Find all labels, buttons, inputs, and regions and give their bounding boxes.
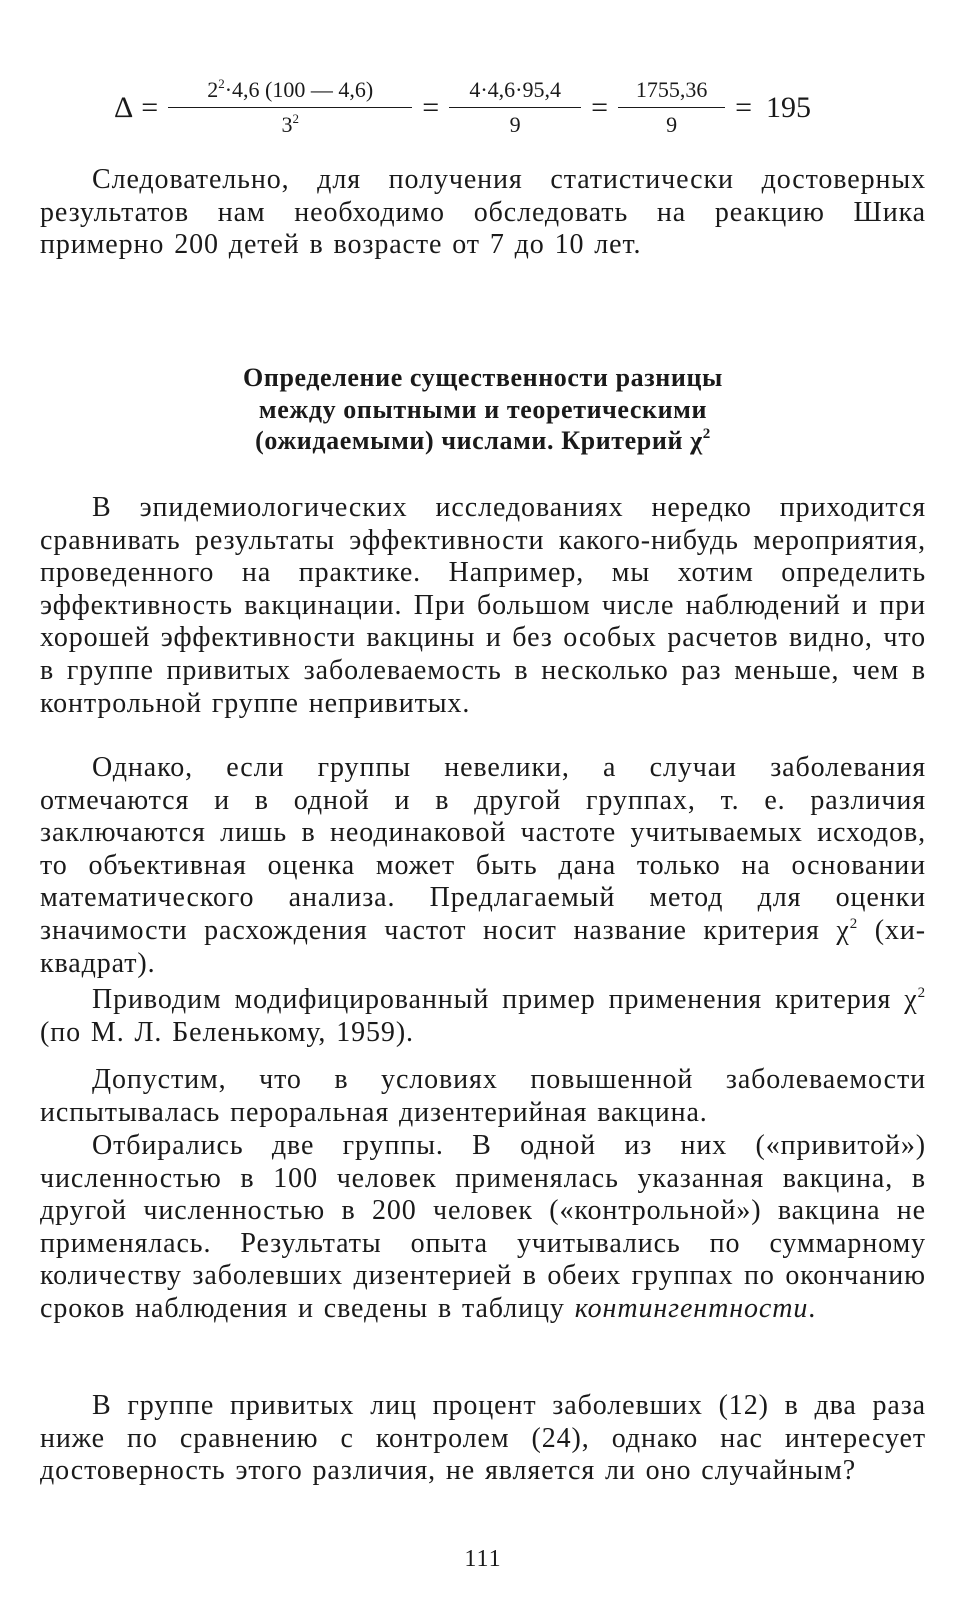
paragraph-question: В группе привитых лиц процент заболевших (12) в два раза ниже по сравнению с контролем (24), однако нас интересует достоверность этого различия, не является ли оно случайным?: [40, 1390, 926, 1487]
fraction-2-denominator: 9: [509, 112, 521, 137]
denominator-exponent: 2: [292, 111, 299, 126]
fraction-1-numerator: [168, 76, 412, 108]
paragraph-example: [40, 984, 926, 1049]
paragraph-groups: [40, 1130, 926, 1326]
fraction-1-denominator: [281, 108, 299, 139]
paragraph-groups-text: Отбирались две группы. В одной из них («привитой») численностью в 100 человек применялась указанная вакцина, в другой численностью в 200 человек («контрольной») вакцина не применялась. Результаты опыта учитывались по суммарному количеству заболевших дизентерией в обеих группах по окончанию сроков наблюдения и сведены в таблицу: [40, 1130, 926, 1324]
italic-term: контингентности: [574, 1292, 809, 1324]
heading-line-2: между опытными и теоретическими: [258, 394, 708, 424]
paragraph-example-end: (по М. Л. Беленькому, 1959).: [40, 1016, 414, 1048]
page-number: 111: [464, 1546, 502, 1572]
paragraph-small-groups-end: (хи-квадрат).: [40, 914, 926, 979]
fraction-2-numerator: 4·4,6·95,4: [449, 76, 581, 108]
denominator-base: 3: [281, 112, 293, 137]
fraction-3: [618, 76, 725, 139]
paragraph-intro: В эпидемиологических исследованиях нередко приходится сравнивать результаты эффективности какого-нибудь мероприятия, проведенного на практике. Например, мы хотим определить эффективность вакцинации. При большом числе наблюдений и при хорошей эффективности вакцины и без особых расчетов видно, что в группе привитых заболеваемость в несколько раз меньше, чем в контрольной группе непривитых.: [40, 492, 926, 719]
numerator-rest: ·4,6 (100 — 4,6): [224, 77, 374, 102]
heading-line-3: [40, 425, 926, 457]
paragraph-groups-end: .: [808, 1292, 817, 1324]
equals-sign: =: [591, 90, 609, 124]
paragraph-small-groups-text: Однако, если группы невелики, а случаи заболевания отмечаются и в одной и в другой группах, т. е. различия заключаются лишь в неодинаковой частоте учитываемых исходов, то объективная оценка может быть дана только на основании математического анализа. Предлагаемый метод для оценки значимости расхождения частот носит название критерия χ: [40, 752, 926, 946]
delta-formula: [114, 76, 811, 139]
fraction-3-denominator: 9: [666, 112, 678, 137]
section-heading: [40, 362, 926, 457]
heading-chi-exponent: 2: [702, 426, 711, 442]
paragraph-conclusion: Следовательно, для получения статистически достоверных результатов нам необходимо обследовать на реакцию Шика примерно 200 детей в возрасте от 7 до 10 лет.: [40, 164, 926, 261]
fraction-1: [168, 76, 412, 139]
paragraph-assumption: Допустим, что в условиях повышенной заболеваемости испытывалась пероральная дизентерийная вакцина.: [40, 1064, 926, 1128]
book-page: [40, 0, 926, 1600]
equals-sign: =: [422, 90, 440, 124]
equals-sign: =: [735, 90, 752, 124]
paragraph-example-text: Приводим модифицированный пример применения критерия χ: [92, 984, 918, 1015]
fraction-3-numerator: 1755,36: [618, 76, 725, 108]
equals-sign: =: [141, 90, 159, 124]
heading-line-1: Определение существенности разницы: [243, 363, 723, 392]
formula-result: 195: [765, 90, 811, 124]
heading-line-3-text: (ожидаемыми) числами. Критерий χ: [255, 426, 703, 455]
delta-symbol: Δ: [114, 90, 134, 124]
fraction-2: [449, 76, 581, 139]
chi-exponent: 2: [917, 985, 926, 1001]
chi-exponent: 2: [849, 915, 859, 932]
numerator-base: 2: [207, 77, 219, 102]
paragraph-small-groups: [40, 752, 926, 980]
numerator-exponent: 2: [218, 76, 225, 91]
